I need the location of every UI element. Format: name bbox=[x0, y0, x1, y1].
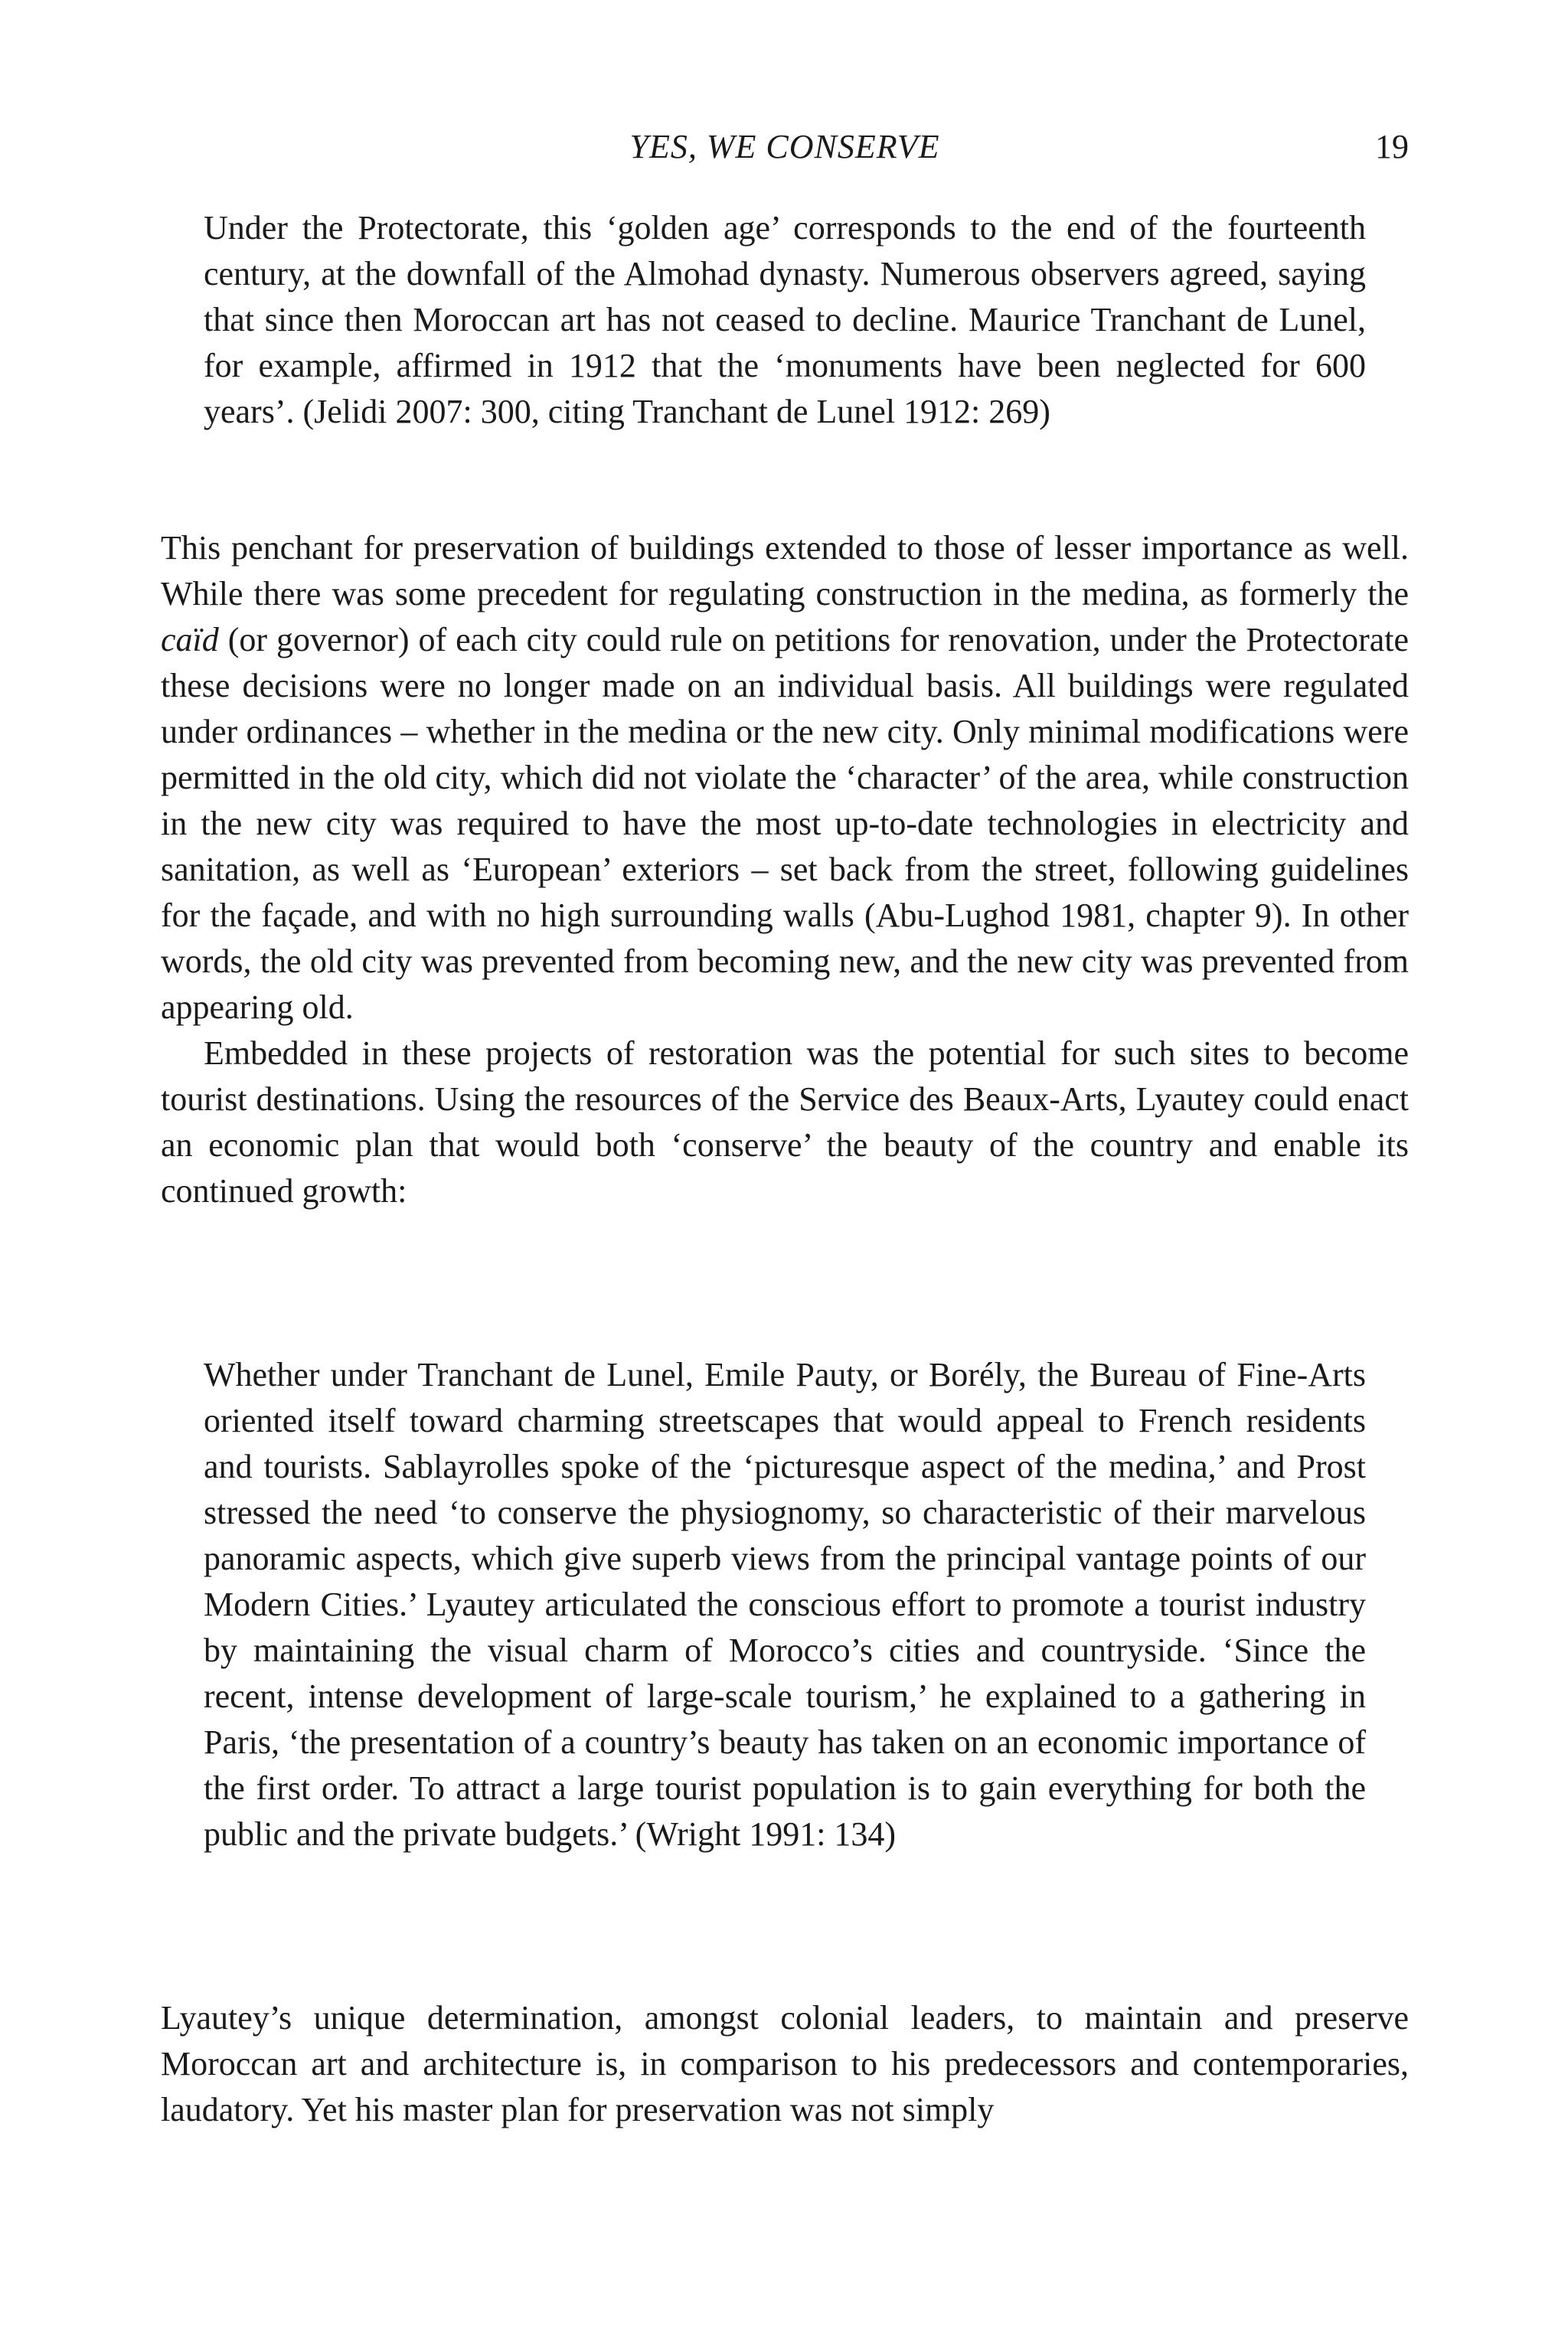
block-quote-jelidi bbox=[161, 205, 1409, 435]
block-quote-text: Whether under Tranchant de Lunel, Emile Pauty, or Borély, the Bureau of Fine-Arts oriented itself toward charming streetscapes that would appeal to French residents and tourists. Sablayrolles spoke of the ‘picturesque aspect of the medina,’ and Prost stressed the need ‘to conserve the physiognomy, so characteristic of their marvelous panoramic aspects, which give superb views from the principal vantage points of our Modern Cities.’ Lyautey articulated the conscious effort to promote a tourist industry by maintaining the visual charm of Morocco’s cities and countryside. ‘Since the recent, intense development of large-scale tourism,’ he explained to a gathering in Paris, ‘the presentation of a country’s beauty has taken on an economic importance of the first order. To attract a large tourist population is to gain everything for both the public and the private budgets.’ (Wright 1991: 134) bbox=[204, 1356, 1366, 1853]
body-text-section bbox=[161, 525, 1409, 1214]
block-quote-wright bbox=[161, 1352, 1409, 1857]
running-title: YES, WE CONSERVE bbox=[629, 128, 940, 165]
block-quote-text: Under the Protectorate, this ‘golden age’ corresponds to the end of the fourteenth century, at the downfall of the Almohad dynasty. Numerous observers agreed, saying that since then Moroccan art has not ceased to decline. Maurice Tranchant de Lunel, for example, affirmed in 1912 that the ‘monuments have been neglected for 600 years’. (Jelidi 2007: 300, citing Tranchant de Lunel 1912: 269) bbox=[204, 209, 1366, 430]
running-head bbox=[161, 124, 1409, 170]
paragraph-tourism: Embedded in these projects of restoration was the potential for such sites to become tourist destinations. Using the resources of the Service des Beaux-Arts, Lyautey could enact an economic plan that would both ‘conserve’ the beauty of the country and enable its continued growth: bbox=[161, 1034, 1409, 1210]
body-text-section bbox=[161, 1995, 1409, 2133]
paragraph-lyautey: Lyautey’s unique determination, amongst colonial leaders, to maintain and preserve Moroccan art and architecture is, in comparison to his predecessors and contemporaries, laudatory. Yet his master plan for preservation was not simply bbox=[161, 1999, 1409, 2128]
italic-term: caïd bbox=[161, 621, 219, 658]
paragraph-preservation bbox=[161, 525, 1409, 1031]
paragraph-text: (or governor) of each city could rule on petitions for renovation, under the Protectorate these decisions were no longer made on an individual basis. All buildings were regulated under ordinances – whether in the medina or the new city. Only minimal modifications were permitted in the old city, which did not violate the ‘character’ of the area, while construction in the new city was required to have the most up-to-date technologies in electricity and sanitation, as well as ‘European’ exteriors – set back from the street, following guidelines for the façade, and with no high surrounding walls (Abu-Lughod 1981, chapter 9). In other words, the old city was prevented from becoming new, and the new city was prevented from appearing old. bbox=[161, 621, 1409, 1026]
page-number: 19 bbox=[1375, 128, 1409, 165]
paragraph-text: This penchant for preservation of buildings extended to those of lesser importance as well. While there was some precedent for regulating construction in the medina, as formerly the bbox=[161, 529, 1409, 612]
